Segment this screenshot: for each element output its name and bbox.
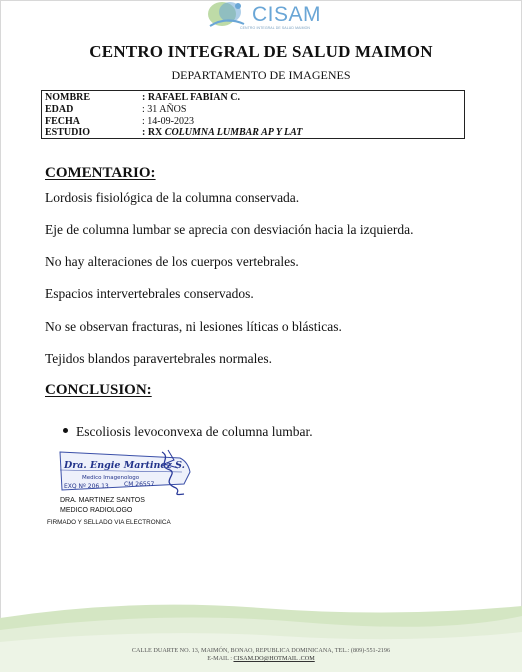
study-value-wrap xyxy=(142,127,302,138)
name-label: NOMBRE xyxy=(45,92,90,103)
department-label: DEPARTAMENTO DE IMAGENES xyxy=(171,68,351,82)
footer-address: CALLE DUARTE NO. 13, MAIMÓN, BONAO, REPUBLICA DOMINICANA, TEL.: (809)-551-2196 xyxy=(131,647,391,654)
footer-email-link[interactable]: CISAM.DO@HOTMAIL .COM xyxy=(233,655,315,662)
date-value: : 14-09-2023 xyxy=(142,116,194,127)
study-label: ESTUDIO xyxy=(45,127,91,138)
doctor-name: DRA. MARTINEZ SANTOS xyxy=(60,497,145,504)
finding-5: No se observan fracturas, ni lesiones líticas o blásticas. xyxy=(45,319,342,334)
study-prefix: : RX xyxy=(142,127,163,138)
finding-4: Espacios intervertebrales conservados. xyxy=(45,286,254,301)
footer-email-label: E-MAIL : xyxy=(207,655,232,662)
doctor-role: MEDICO RADIOLOGO xyxy=(60,507,133,514)
age-label: EDAD xyxy=(45,104,74,115)
logo-tagline: CENTRO INTEGRAL DE SALUD MAIMON xyxy=(240,26,311,30)
finding-6: Tejidos blandos paravertebrales normales. xyxy=(45,351,272,366)
study-value: COLUMNA LUMBAR AP Y LAT xyxy=(164,127,303,138)
age-value: : 31 AÑOS xyxy=(142,104,187,115)
bullet-icon xyxy=(63,428,68,433)
stamp-exq: EXQ Nº 206 13 xyxy=(64,483,109,490)
footer-email-line xyxy=(0,655,522,662)
page-title: CENTRO INTEGRAL DE SALUD MAIMON xyxy=(89,42,433,61)
stamp-cm: CM 26557 xyxy=(124,481,155,488)
signature-note: FIRMADO Y SELLADO VIA ELECTRONICA xyxy=(47,519,171,526)
finding-3: No hay alteraciones de los cuerpos vertebrales. xyxy=(45,254,299,269)
stamp-title: Medico Imagenologo xyxy=(82,475,140,481)
finding-2: Eje de columna lumbar se aprecia con desviación hacia la izquierda. xyxy=(45,222,414,237)
stamp-name: Dra. Engie Martinez S. xyxy=(64,460,185,471)
logo-wordmark: CISAM xyxy=(252,3,322,26)
patient-info-box xyxy=(41,90,465,139)
date-label: FECHA xyxy=(45,116,80,127)
name-value: : RAFAEL FABIAN C. xyxy=(142,92,240,103)
conclusion-heading: CONCLUSION: xyxy=(45,382,152,398)
comment-heading: COMENTARIO: xyxy=(45,165,156,181)
signature-stamp xyxy=(52,448,202,498)
finding-1: Lordosis fisiológica de la columna conservada. xyxy=(45,190,300,205)
conclusion-1: Escoliosis levoconvexa de columna lumbar. xyxy=(76,424,313,439)
cisam-logo xyxy=(200,0,320,34)
